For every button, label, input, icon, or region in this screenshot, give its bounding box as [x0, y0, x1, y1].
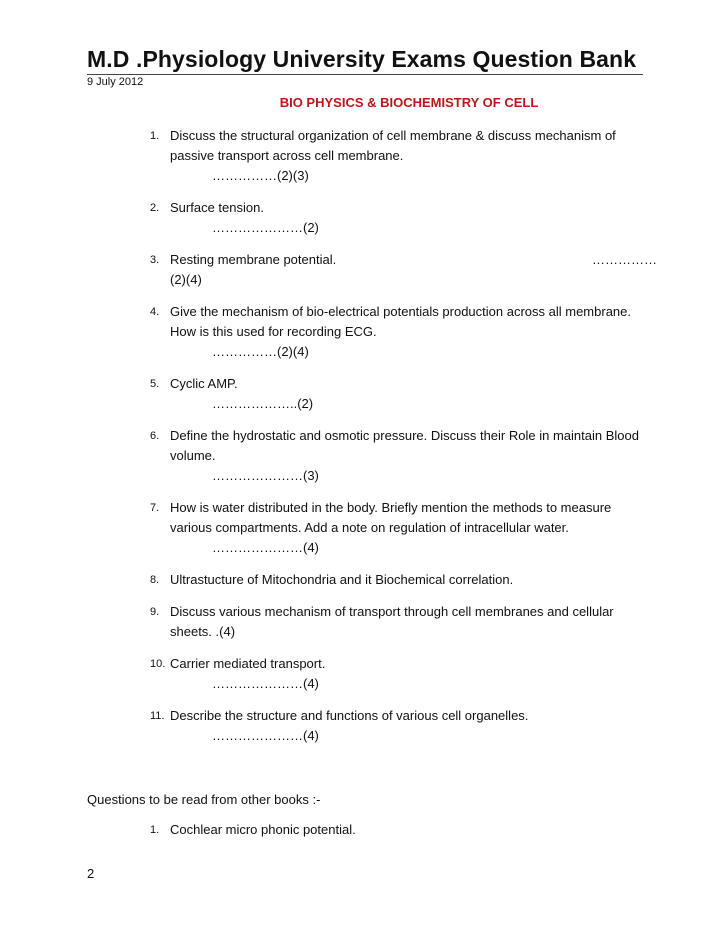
question-number: 1. [150, 130, 160, 142]
question-number: 3. [150, 254, 160, 266]
question-item [150, 654, 650, 694]
question-marks: ………………..(2) [212, 396, 314, 411]
question-item [150, 302, 650, 362]
question-text-line: Cochlear micro phonic potential. [170, 822, 356, 837]
question-number: 8. [150, 574, 160, 586]
header-divider [87, 74, 643, 75]
section-title: BIO PHYSICS & BIOCHEMISTRY OF CELL [279, 95, 539, 110]
question-number: 2. [150, 202, 160, 214]
question-number: 6. [150, 430, 160, 442]
question-marks: …………………(3) [212, 468, 319, 483]
question-text-line: Describe the structure and functions of various cell organelles. [170, 708, 529, 723]
question-text-line: Discuss the structural organization of cell membrane & discuss mechanism of [170, 128, 616, 143]
document-title: M.D .Physiology University Exams Question Bank [87, 46, 637, 72]
question-text-line: various compartments. Add a note on regulation of intracellular water. [170, 520, 569, 535]
page-number: 2 [87, 866, 95, 881]
question-text-line: How is this used for recording ECG. [170, 324, 377, 339]
question-text-line: Discuss various mechanism of transport through cell membranes and cellular [170, 604, 614, 619]
question-text-line: sheets. .(4) [170, 624, 236, 639]
question-item [150, 570, 650, 590]
question-item [150, 198, 650, 238]
other-books-item [150, 820, 650, 840]
document-date: 9 July 2012 [87, 76, 144, 88]
question-marks: ……………(2)(3) [212, 168, 309, 183]
question-item [150, 126, 650, 186]
other-books-heading: Questions to be read from other books :- [87, 792, 321, 807]
question-marks: …………………(4) [212, 728, 319, 743]
question-number: 11. [150, 710, 165, 722]
question-number: 10. [150, 658, 166, 670]
question-item [150, 250, 657, 290]
question-text-line: volume. [170, 448, 216, 463]
question-marks: …………………(2) [212, 220, 319, 235]
question-text-line: Give the mechanism of bio-electrical potentials production across all membrane. [170, 304, 631, 319]
question-text-line: Cyclic AMP. [170, 376, 238, 391]
question-marks: …………………(4) [212, 540, 319, 555]
question-text-line: Surface tension. [170, 200, 264, 215]
question-item [150, 426, 650, 486]
question-marks: ……………(2)(4) [212, 344, 309, 359]
question-text-line: How is water distributed in the body. Briefly mention the methods to measure [170, 500, 612, 515]
question-number: 9. [150, 606, 160, 618]
question-text-line: Ultrastucture of Mitochondria and it Biochemical correlation. [170, 572, 514, 587]
question-text-line: Resting membrane potential. [170, 252, 337, 267]
question-marks: …………………(4) [212, 676, 319, 691]
question-number: 4. [150, 306, 160, 318]
question-text-line: Carrier mediated transport. [170, 656, 326, 671]
question-item [150, 706, 650, 746]
question-text-line: Define the hydrostatic and osmotic pressure. Discuss their Role in maintain Blood [170, 428, 639, 443]
question-item [150, 498, 650, 558]
question-item [150, 602, 650, 642]
question-number: 5. [150, 378, 160, 390]
question-number: 1. [150, 824, 160, 836]
question-marks-leader: …………… [592, 252, 657, 267]
question-text-line: passive transport across cell membrane. [170, 148, 404, 163]
question-marks: (2)(4) [170, 272, 202, 287]
question-number: 7. [150, 502, 160, 514]
question-item [150, 374, 650, 414]
